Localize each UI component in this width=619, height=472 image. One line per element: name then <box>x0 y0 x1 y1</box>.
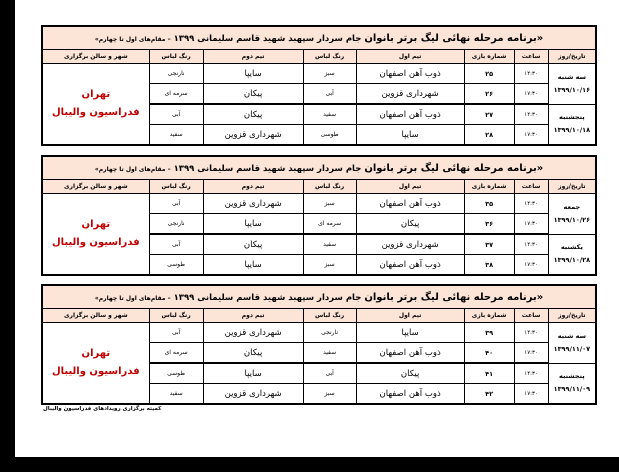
color2-cell: سرمه ای <box>149 343 203 364</box>
color1-cell: سبز <box>303 255 356 276</box>
color1-cell: نارنجی <box>303 323 356 343</box>
schedule-table <box>41 284 597 405</box>
column-header-match-no: شماره بازی <box>464 180 514 194</box>
title-sub: جام سردار سپهبد شهید قاسم سلیمانی ۱۳۹۹ <box>173 33 365 44</box>
time-cell: ۱۷:۳۰ <box>514 384 548 405</box>
column-header-team2: تیم دوم <box>203 180 303 194</box>
day-name: پنجشنبه <box>559 113 585 122</box>
color1-cell: سبز <box>303 64 356 84</box>
time-cell: ۱۴:۳۰ <box>514 323 548 343</box>
venue-cell <box>42 64 149 146</box>
column-header-venue: شهر و سالن برگزاری <box>42 50 149 64</box>
day-name: یکشنبه <box>560 243 583 252</box>
column-header-color2: رنگ لباس <box>149 180 203 194</box>
venue-city: تهران <box>81 219 111 230</box>
date-cell <box>548 363 596 404</box>
color1-cell: سفید <box>303 234 356 255</box>
bottom-black-border <box>0 457 619 472</box>
venue-hall: فدراسیون والیبال <box>51 107 140 118</box>
date-cell <box>548 104 596 145</box>
color2-cell: سفید <box>149 384 203 405</box>
team1-cell: ذوب آهن اصفهان <box>356 194 464 214</box>
schedule-table <box>41 25 597 146</box>
table-row <box>42 323 596 343</box>
column-header-time: ساعت <box>514 309 548 323</box>
date-cell <box>548 64 596 105</box>
date-value: ۱۳۹۹/۱۰/۱۶ <box>553 85 591 94</box>
team2-cell: شهرداری قزوین <box>203 194 303 214</box>
time-cell: ۱۴:۳۰ <box>514 194 548 214</box>
team2-cell: شهرداری قزوین <box>203 323 303 343</box>
team1-cell: ذوب آهن اصفهان <box>356 64 464 84</box>
venue-city: تهران <box>81 348 111 359</box>
team1-cell: ذوب آهن اصفهان <box>356 343 464 364</box>
team1-cell: سایپا <box>356 323 464 343</box>
match-number-cell: ۳۵ <box>464 194 514 214</box>
color1-cell: سرمه ای <box>303 214 356 235</box>
match-number-cell: ۴۰ <box>464 343 514 364</box>
team1-cell: سایپا <box>356 125 464 146</box>
color1-cell: سبز <box>303 384 356 405</box>
match-number-cell: ۳۹ <box>464 323 514 343</box>
venue-city: تهران <box>81 89 111 100</box>
time-cell: ۱۷:۳۰ <box>514 214 548 235</box>
color1-cell: سبز <box>303 194 356 214</box>
title-tail: – مقام‌های اول تا چهارم» <box>94 35 171 43</box>
title-main: «برنامه مرحله نهائی لیگ برتر بانوان <box>364 291 544 303</box>
time-cell: ۱۷:۳۰ <box>514 255 548 276</box>
team2-cell: پیکان <box>203 343 303 364</box>
team1-cell: پیکان <box>356 214 464 235</box>
team2-cell: سایپا <box>203 214 303 235</box>
column-header-venue: شهر و سالن برگزاری <box>42 309 149 323</box>
day-name: پنجشنبه <box>559 372 585 381</box>
team1-cell: شهرداری قزوین <box>356 234 464 255</box>
color2-cell: سفید <box>149 125 203 146</box>
match-number-cell: ۳۷ <box>464 234 514 255</box>
date-value: ۱۳۹۹/۱۰/۲۶ <box>553 215 591 224</box>
match-number-cell: ۴۱ <box>464 363 514 384</box>
color2-cell: آبی <box>149 234 203 255</box>
match-number-cell: ۳۶ <box>464 214 514 235</box>
column-header-date: تاریخ/روز <box>548 50 596 64</box>
venue-cell <box>42 194 149 276</box>
team2-cell: شهرداری قزوین <box>203 384 303 405</box>
venue-cell <box>42 323 149 405</box>
column-header-color2: رنگ لباس <box>149 309 203 323</box>
color2-cell: نارنجی <box>149 214 203 235</box>
color2-cell: طوسی <box>149 363 203 384</box>
team1-cell: ذوب آهن اصفهان <box>356 384 464 405</box>
team1-cell: پیکان <box>356 363 464 384</box>
date-value: ۱۳۹۹/۱۱/۰۷ <box>553 344 591 353</box>
time-cell: ۱۴:۳۰ <box>514 363 548 384</box>
team1-cell: ذوب آهن اصفهان <box>356 255 464 276</box>
day-name: جمعه <box>563 202 581 211</box>
color2-cell: آبی <box>149 104 203 125</box>
schedule-table <box>41 155 597 276</box>
team2-cell: پیکان <box>203 104 303 125</box>
title-sub: جام سردار سپهبد شهید قاسم سلیمانی ۱۳۹۹ <box>173 163 365 174</box>
time-cell: ۱۴:۳۰ <box>514 104 548 125</box>
day-name: سه شنبه <box>557 72 586 81</box>
match-number-cell: ۲۷ <box>464 104 514 125</box>
column-header-color1: رنگ لباس <box>303 180 356 194</box>
table-row <box>42 64 596 84</box>
match-number-cell: ۲۵ <box>464 64 514 84</box>
title-sub: جام سردار سپهبد شهید قاسم سلیمانی ۱۳۹۹ <box>173 292 365 303</box>
venue-hall: فدراسیون والیبال <box>51 366 140 377</box>
column-header-color1: رنگ لباس <box>303 50 356 64</box>
match-number-cell: ۲۸ <box>464 125 514 146</box>
team2-cell: پیکان <box>203 84 303 105</box>
match-number-cell: ۲۶ <box>464 84 514 105</box>
time-cell: ۱۷:۳۰ <box>514 84 548 105</box>
table-title <box>42 26 596 50</box>
team2-cell: شهرداری قزوین <box>203 125 303 146</box>
table-title <box>42 285 596 309</box>
date-value: ۱۳۹۹/۱۰/۱۸ <box>553 126 591 135</box>
date-cell <box>548 323 596 364</box>
title-tail: – مقام‌های اول تا چهارم» <box>94 165 171 173</box>
date-cell <box>548 194 596 235</box>
time-cell: ۱۷:۳۰ <box>514 125 548 146</box>
team2-cell: سایپا <box>203 64 303 84</box>
time-cell: ۱۷:۳۰ <box>514 343 548 364</box>
color2-cell: سرمه ای <box>149 84 203 105</box>
match-number-cell: ۴۲ <box>464 384 514 405</box>
color2-cell: نارنجی <box>149 64 203 84</box>
team2-cell: پیکان <box>203 234 303 255</box>
day-name: سه شنبه <box>557 331 586 340</box>
team2-cell: سایپا <box>203 255 303 276</box>
column-header-date: تاریخ/روز <box>548 309 596 323</box>
team1-cell: ذوب آهن اصفهان <box>356 104 464 125</box>
column-header-venue: شهر و سالن برگزاری <box>42 180 149 194</box>
column-header-time: ساعت <box>514 50 548 64</box>
footer-note: کمیته برگزاری رویدادهای فدراسیون والیبال <box>43 406 162 412</box>
color2-cell: طوسی <box>149 255 203 276</box>
column-header-team1: تیم اول <box>356 180 464 194</box>
table-row <box>42 194 596 214</box>
color1-cell: سفید <box>303 343 356 364</box>
date-value: ۱۳۹۹/۱۱/۰۹ <box>553 385 591 394</box>
color1-cell: طوسی <box>303 125 356 146</box>
venue-hall: فدراسیون والیبال <box>51 237 140 248</box>
time-cell: ۱۴:۳۰ <box>514 234 548 255</box>
time-cell: ۱۴:۳۰ <box>514 64 548 84</box>
color2-cell: آبی <box>149 323 203 343</box>
date-value: ۱۳۹۹/۱۰/۲۸ <box>553 256 591 265</box>
column-header-match-no: شماره بازی <box>464 309 514 323</box>
team1-cell: شهرداری قزوین <box>356 84 464 105</box>
title-main: «برنامه مرحله نهائی لیگ برتر بانوان <box>364 32 544 44</box>
column-header-team1: تیم اول <box>356 50 464 64</box>
color1-cell: آبی <box>303 363 356 384</box>
table-title <box>42 156 596 180</box>
title-main: «برنامه مرحله نهائی لیگ برتر بانوان <box>364 162 544 174</box>
title-tail: – مقام‌های اول تا چهارم» <box>94 294 171 302</box>
left-black-border <box>0 0 15 472</box>
match-number-cell: ۳۸ <box>464 255 514 276</box>
column-header-team2: تیم دوم <box>203 50 303 64</box>
column-header-match-no: شماره بازی <box>464 50 514 64</box>
column-header-date: تاریخ/روز <box>548 180 596 194</box>
team2-cell: سایپا <box>203 363 303 384</box>
color1-cell: آبی <box>303 84 356 105</box>
color1-cell: سفید <box>303 104 356 125</box>
date-cell <box>548 234 596 275</box>
column-header-time: ساعت <box>514 180 548 194</box>
color2-cell: آبی <box>149 194 203 214</box>
column-header-color2: رنگ لباس <box>149 50 203 64</box>
column-header-color1: رنگ لباس <box>303 309 356 323</box>
column-header-team1: تیم اول <box>356 309 464 323</box>
column-header-team2: تیم دوم <box>203 309 303 323</box>
